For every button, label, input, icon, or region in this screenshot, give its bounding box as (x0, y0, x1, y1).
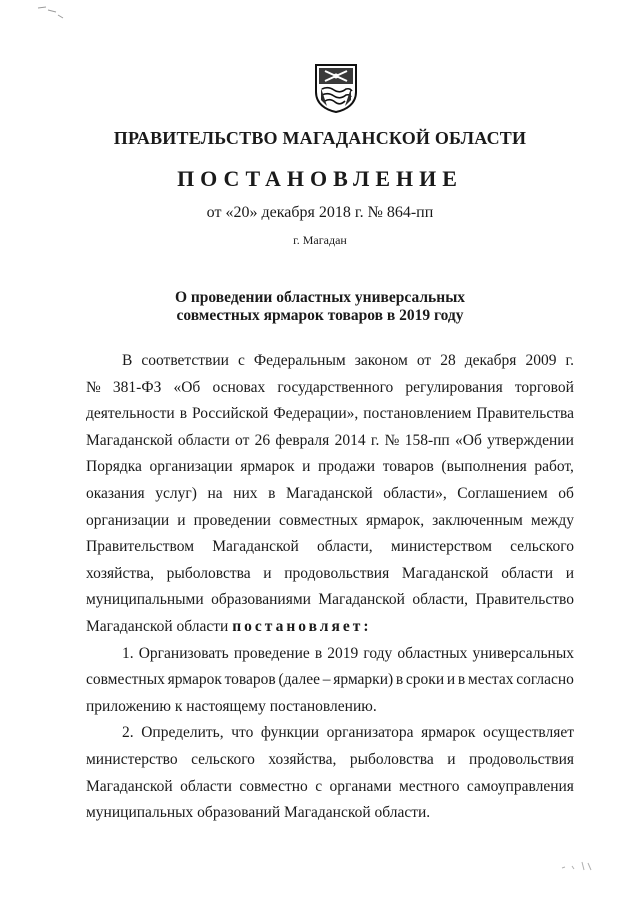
body-line: Магаданской области совместно с органами местного самоуправления (86, 777, 574, 795)
item-paragraph-2 (86, 720, 574, 826)
body-line: Правительством Магаданской области, министерством сельского (86, 538, 574, 556)
body-line: деятельности в Российской Федерации», постановлением Правительства (86, 405, 574, 423)
body-line: Порядка организации ярмарок и продажи товаров (выполнения работ, (86, 458, 574, 476)
body-line-last (86, 614, 574, 641)
body-line: организации и проведении совместных ярмарок, заключенным между (86, 511, 574, 529)
document-subject (0, 289, 640, 325)
scan-artifact-top-left (36, 4, 66, 24)
body-line: министерство сельского хозяйства, рыболовства и продовольствия (86, 750, 574, 768)
item-paragraph-1 (86, 641, 574, 721)
body-line: 1. Организовать проведение в 2019 году областных универсальных (122, 644, 574, 662)
resolves-colon: : (363, 617, 369, 635)
organization-title: ПРАВИТЕЛЬСТВО МАГАДАНСКОЙ ОБЛАСТИ (113, 128, 527, 148)
body-line: хозяйства, рыболовства и продовольствия Магаданской области и (86, 564, 574, 582)
resolves-word: постановляет (232, 617, 364, 635)
document-city: г. Магадан (293, 233, 347, 247)
preamble-last-text: Магаданской области (86, 617, 229, 635)
body-line: оказания услуг) на них в Магаданской области», Соглашением об (86, 484, 574, 502)
subject-line: совместных ярмарок товаров в 2019 году (176, 307, 464, 324)
document-body (86, 348, 574, 827)
body-line: Магаданской области от 26 февраля 2014 г. № 158-пп «Об утверждении (86, 431, 574, 449)
body-line: 2. Определить, что функции организатора ярмарок осуществляет (122, 724, 574, 742)
body-line: муниципальными образованиями Магаданской области, Правительство (86, 591, 574, 609)
body-line-last: приложению к настоящему постановлению. (86, 697, 377, 715)
body-line: совместных ярмарок товаров (далее – ярмарки) в сроки и в местах согласно (86, 671, 574, 689)
body-line: В соответствии с Федеральным законом от 28 декабря 2009 г. (122, 352, 574, 369)
document-type: ПОСТАНОВЛЕНИЕ (177, 166, 463, 191)
document-date-number: от «20» декабря 2018 г. № 864-пп (206, 204, 434, 221)
body-line-last: муниципальных образований Магаданской области. (86, 804, 431, 822)
scan-artifact-bottom-right (560, 858, 600, 874)
body-line: № 381-ФЗ «Об основах государственного регулирования торговой (86, 378, 574, 396)
preamble-paragraph (86, 348, 574, 641)
subject-line: О проведении областных универсальных (174, 289, 466, 306)
coat-of-arms-icon (313, 62, 359, 114)
